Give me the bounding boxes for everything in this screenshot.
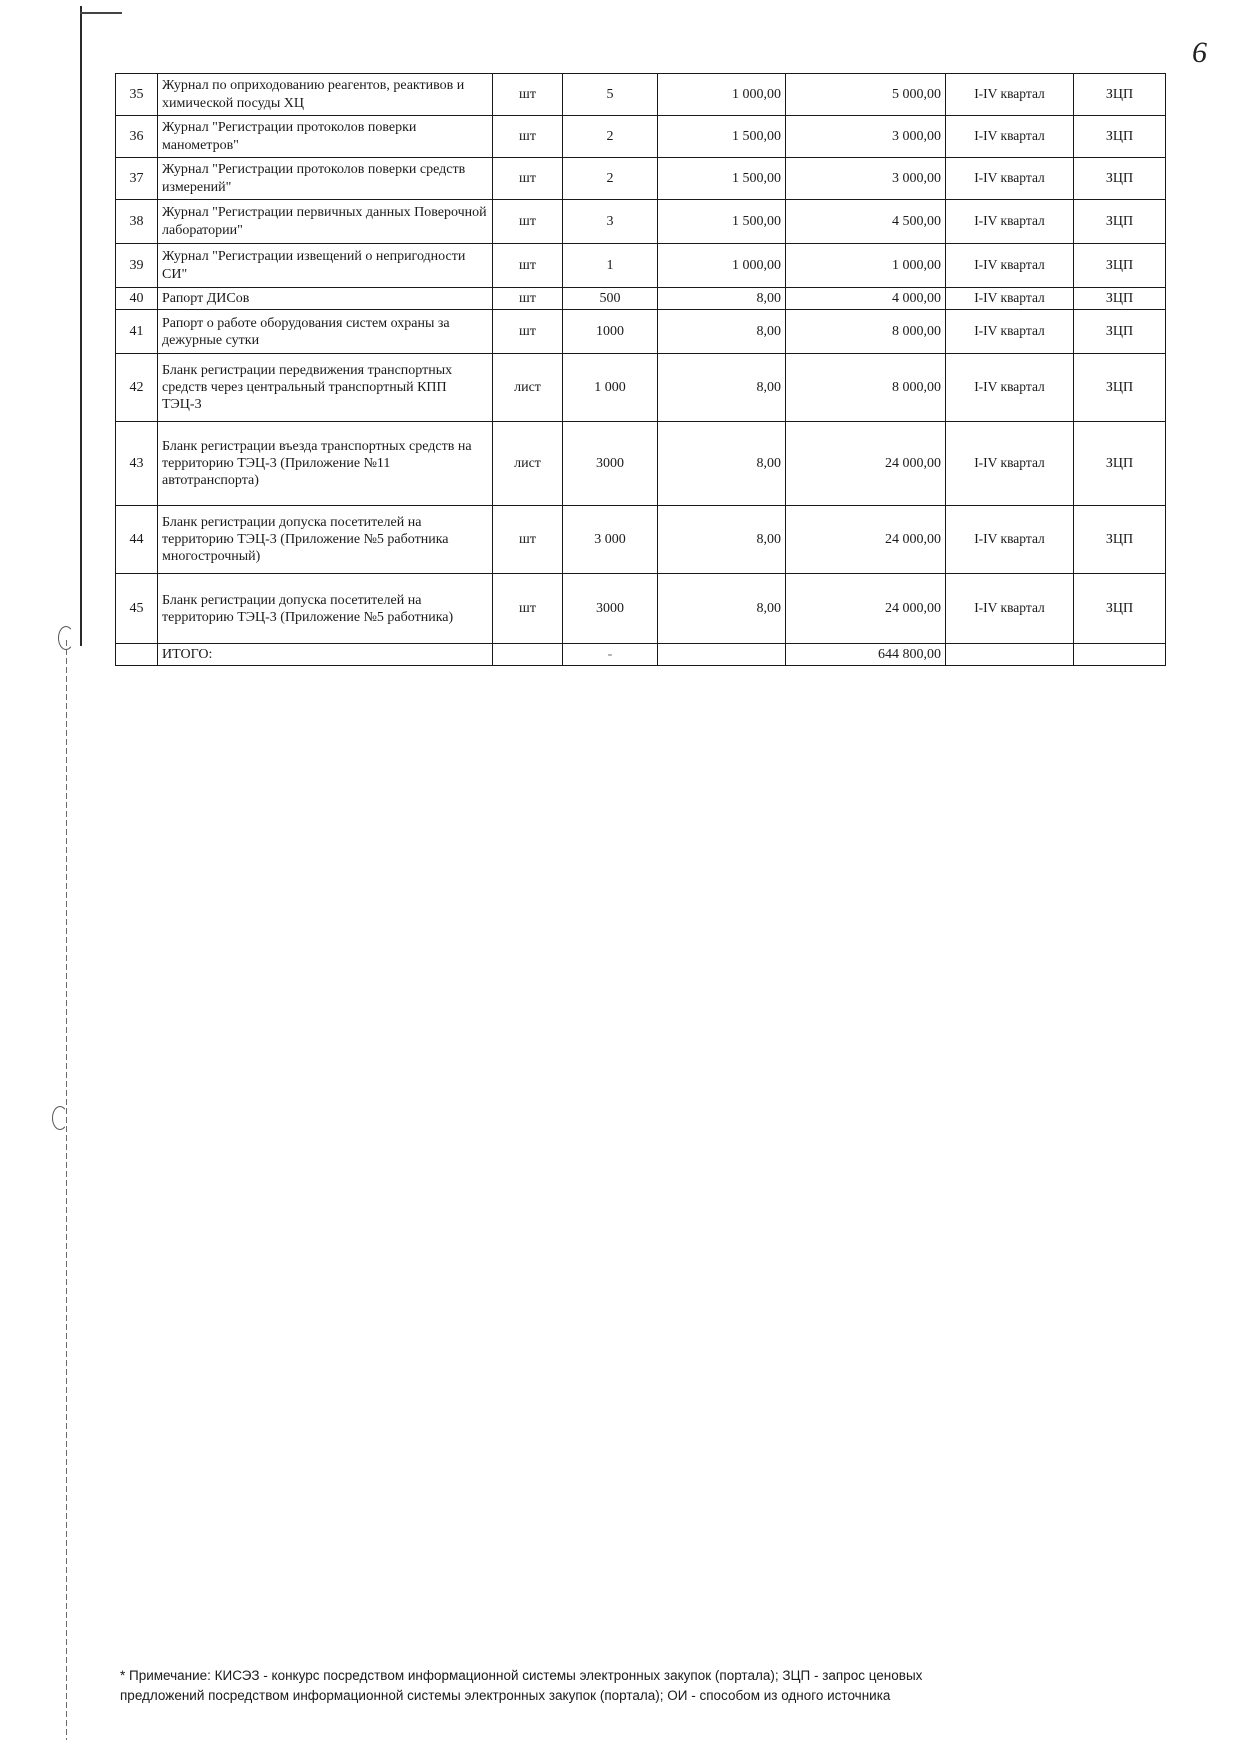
delivery-period: I-IV квартал xyxy=(946,116,1074,158)
total-price-cell xyxy=(658,644,786,666)
row-number: 37 xyxy=(116,158,158,200)
item-name: Журнал "Регистрации протоколов поверки манометров" xyxy=(158,116,493,158)
total-period-cell xyxy=(946,644,1074,666)
row-number: 39 xyxy=(116,244,158,288)
row-total: 1 000,00 xyxy=(786,244,946,288)
page-number: 6 xyxy=(1192,36,1207,69)
delivery-period: I-IV квартал xyxy=(946,354,1074,422)
unit-of-measure: шт xyxy=(493,74,563,116)
unit-price: 1 000,00 xyxy=(658,244,786,288)
total-row xyxy=(116,644,1166,666)
item-name: Журнал "Регистрации протоколов поверки средств измерений" xyxy=(158,158,493,200)
row-number: 36 xyxy=(116,116,158,158)
procurement-method: ЗЦП xyxy=(1074,422,1166,506)
unit-price: 8,00 xyxy=(658,288,786,310)
row-total: 24 000,00 xyxy=(786,422,946,506)
procurement-method: ЗЦП xyxy=(1074,244,1166,288)
table-row xyxy=(116,116,1166,158)
table-row xyxy=(116,310,1166,354)
quantity: 3000 xyxy=(563,574,658,644)
quantity: 1 xyxy=(563,244,658,288)
delivery-period: I-IV квартал xyxy=(946,74,1074,116)
unit-of-measure: лист xyxy=(493,354,563,422)
item-name: Журнал "Регистрации извещений о непригодности СИ" xyxy=(158,244,493,288)
quantity: 1000 xyxy=(563,310,658,354)
quantity: 2 xyxy=(563,158,658,200)
row-number: 40 xyxy=(116,288,158,310)
unit-of-measure: шт xyxy=(493,116,563,158)
row-number: 45 xyxy=(116,574,158,644)
items-table-body xyxy=(116,74,1166,666)
table-row xyxy=(116,288,1166,310)
delivery-period: I-IV квартал xyxy=(946,506,1074,574)
unit-price: 1 500,00 xyxy=(658,116,786,158)
procurement-method: ЗЦП xyxy=(1074,116,1166,158)
table-row xyxy=(116,354,1166,422)
procurement-method: ЗЦП xyxy=(1074,310,1166,354)
delivery-period: I-IV квартал xyxy=(946,200,1074,244)
table-row xyxy=(116,158,1166,200)
row-number: 42 xyxy=(116,354,158,422)
unit-price: 1 000,00 xyxy=(658,74,786,116)
row-number: 35 xyxy=(116,74,158,116)
total-method-cell xyxy=(1074,644,1166,666)
procurement-method: ЗЦП xyxy=(1074,506,1166,574)
item-name: Журнал "Регистрации первичных данных Поверочной лаборатории" xyxy=(158,200,493,244)
item-name: Рапорт ДИСов xyxy=(158,288,493,310)
procurement-method: ЗЦП xyxy=(1074,158,1166,200)
binding-margin-tick xyxy=(80,12,122,14)
delivery-period: I-IV квартал xyxy=(946,310,1074,354)
footnote xyxy=(120,1666,1200,1705)
total-unit-cell xyxy=(493,644,563,666)
punch-hole-mark xyxy=(52,1106,68,1130)
quantity: 2 xyxy=(563,116,658,158)
quantity: 1 000 xyxy=(563,354,658,422)
table-row xyxy=(116,422,1166,506)
unit-price: 1 500,00 xyxy=(658,158,786,200)
unit-of-measure: шт xyxy=(493,288,563,310)
punch-hole-mark xyxy=(58,626,74,650)
quantity: 5 xyxy=(563,74,658,116)
unit-of-measure: шт xyxy=(493,506,563,574)
delivery-period: I-IV квартал xyxy=(946,422,1074,506)
item-name: Бланк регистрации допуска посетителей на территорию ТЭЦ-3 (Приложение №5 работника) xyxy=(158,574,493,644)
row-total: 5 000,00 xyxy=(786,74,946,116)
item-name: Бланк регистрации въезда транспортных средств на территорию ТЭЦ-3 (Приложение №11 автотранспорта) xyxy=(158,422,493,506)
total-row-number-cell xyxy=(116,644,158,666)
quantity: 3 xyxy=(563,200,658,244)
item-name: Бланк регистрации допуска посетителей на территорию ТЭЦ-3 (Приложение №5 работника многострочный) xyxy=(158,506,493,574)
item-name: Журнал по оприходованию реагентов, реактивов и химической посуды ХЦ xyxy=(158,74,493,116)
table-row xyxy=(116,574,1166,644)
unit-of-measure: шт xyxy=(493,244,563,288)
row-number: 41 xyxy=(116,310,158,354)
row-total: 3 000,00 xyxy=(786,158,946,200)
total-label: ИТОГО: xyxy=(158,644,493,666)
quantity: 3000 xyxy=(563,422,658,506)
table-row xyxy=(116,200,1166,244)
quantity: 3 000 xyxy=(563,506,658,574)
row-total: 8 000,00 xyxy=(786,354,946,422)
quantity: 500 xyxy=(563,288,658,310)
delivery-period: I-IV квартал xyxy=(946,288,1074,310)
unit-price: 8,00 xyxy=(658,310,786,354)
table-row xyxy=(116,506,1166,574)
delivery-period: I-IV квартал xyxy=(946,158,1074,200)
items-table xyxy=(115,73,1166,666)
procurement-method: ЗЦП xyxy=(1074,200,1166,244)
procurement-method: ЗЦП xyxy=(1074,574,1166,644)
row-number: 44 xyxy=(116,506,158,574)
unit-of-measure: лист xyxy=(493,422,563,506)
unit-of-measure: шт xyxy=(493,574,563,644)
unit-price: 8,00 xyxy=(658,574,786,644)
procurement-method: ЗЦП xyxy=(1074,74,1166,116)
row-number: 43 xyxy=(116,422,158,506)
unit-price: 8,00 xyxy=(658,506,786,574)
footnote-line-2: предложений посредством информационной системы электронных закупок (портала); ОИ - способом из одного источника xyxy=(120,1687,891,1703)
unit-price: 1 500,00 xyxy=(658,200,786,244)
procurement-method: ЗЦП xyxy=(1074,288,1166,310)
unit-of-measure: шт xyxy=(493,310,563,354)
row-total: 4 000,00 xyxy=(786,288,946,310)
unit-of-measure: шт xyxy=(493,158,563,200)
total-quantity: - xyxy=(563,644,658,666)
delivery-period: I-IV квартал xyxy=(946,574,1074,644)
binding-margin-line xyxy=(80,6,82,646)
row-total: 4 500,00 xyxy=(786,200,946,244)
table-row xyxy=(116,244,1166,288)
unit-price: 8,00 xyxy=(658,422,786,506)
unit-of-measure: шт xyxy=(493,200,563,244)
unit-price: 8,00 xyxy=(658,354,786,422)
row-total: 24 000,00 xyxy=(786,506,946,574)
row-number: 38 xyxy=(116,200,158,244)
footnote-line-1: * Примечание: КИСЭЗ - конкурс посредством информационной системы электронных закупок (портала); ЗЦП - запрос ценовых xyxy=(120,1668,923,1683)
grand-total: 644 800,00 xyxy=(786,644,946,666)
delivery-period: I-IV квартал xyxy=(946,244,1074,288)
item-name: Рапорт о работе оборудования систем охраны за дежурные сутки xyxy=(158,310,493,354)
item-name: Бланк регистрации передвижения транспортных средств через центральный транспортный КПП ТЭЦ-3 xyxy=(158,354,493,422)
procurement-method: ЗЦП xyxy=(1074,354,1166,422)
row-total: 24 000,00 xyxy=(786,574,946,644)
table-row xyxy=(116,74,1166,116)
row-total: 8 000,00 xyxy=(786,310,946,354)
binding-margin-dotted-line xyxy=(66,640,67,1740)
row-total: 3 000,00 xyxy=(786,116,946,158)
